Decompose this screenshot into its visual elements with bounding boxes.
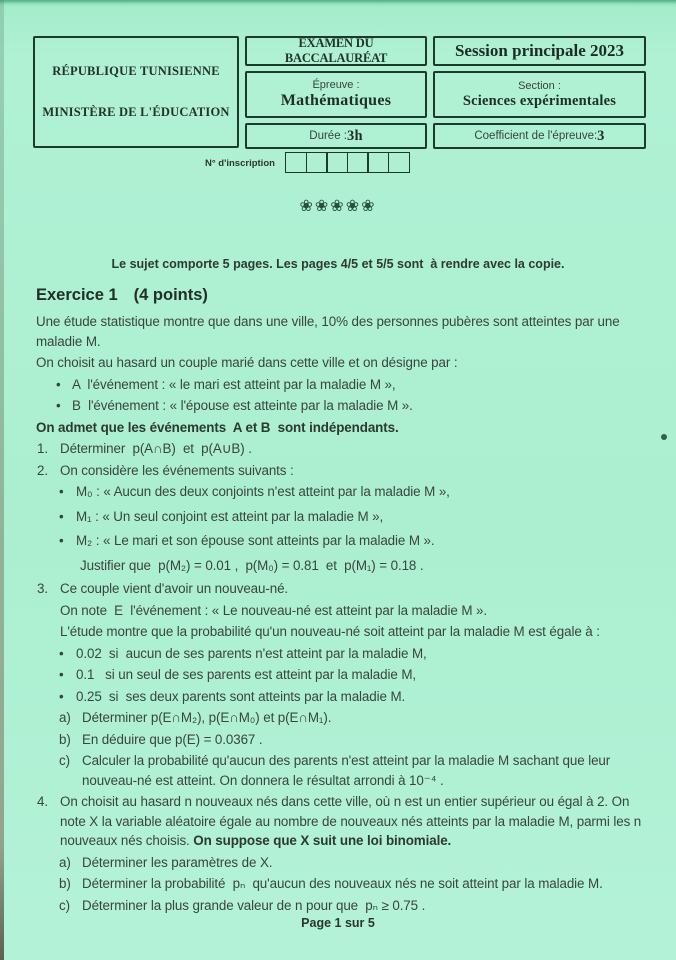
line-text: B l'événement : « l'épouse est atteinte par la maladie M ».: [72, 398, 413, 413]
sub-question-item: [36, 708, 648, 728]
letter-marker: a): [59, 710, 71, 725]
letter-marker: c): [59, 897, 70, 913]
line-text: Déterminer les paramètres de X.: [82, 854, 273, 870]
statement-line: [36, 601, 648, 621]
question-item: [36, 439, 648, 459]
line-text: L'étude montre que la probabilité qu'un nouveau-né soit atteint par la maladie M est égale à :: [60, 624, 600, 639]
inscription-box[interactable]: [326, 152, 348, 173]
line-text: A l'événement : « le mari est atteint par la maladie M »,: [72, 376, 396, 392]
bullet-marker: •: [56, 376, 61, 392]
section-label: Section :: [518, 79, 561, 92]
inscription-boxes: [285, 152, 410, 173]
line-text: On admet que les événements A et B sont indépendants.: [36, 419, 399, 435]
header-coefficient-box: [433, 123, 646, 149]
event-list-item: [36, 531, 648, 551]
line-text: Ce couple vient d'avoir un nouveau-né.: [60, 581, 289, 596]
bullet-marker: •: [56, 398, 61, 413]
exam-title: EXAMEN DU BACCALAURÉAT: [284, 36, 388, 65]
line-text: Déterminer la plus grande valeur de n pour que pₙ ≥ 0.75 .: [82, 897, 426, 913]
event-list-item: [36, 507, 648, 527]
bullet-marker: •: [59, 645, 64, 661]
line-text: Déterminer la probabilité pₙ qu'aucun des nouveaux nés ne soit atteint par la maladie M.: [82, 876, 603, 891]
pages-notice: Le sujet comporte 5 pages. Les pages 4/5 et 5/5 sont à rendre avec la copie.: [111, 257, 565, 271]
line-text: M₂ : « Le mari et son épouse sont atteints par la maladie M ».: [76, 533, 435, 548]
line-text: Calculer la probabilité qu'aucun des parents n'est atteint par la maladie M sachant que leur nouveau-né est atteint. On donnera le résultat arrondi à 10⁻⁴ .: [82, 753, 614, 788]
exercise-points: (4 points): [133, 286, 208, 304]
duration-value: 3h: [347, 127, 363, 144]
subject-value: Mathématiques: [280, 92, 392, 109]
line-text-normal: On choisit au hasard n nouveaux nés dans cette ville, où n est un entier supérieur ou égal à 2. On note X la variable aléatoire égale au nombre de nouveaux nés atteints par la maladie M, parmi les n nouveaux nés choisis.: [60, 794, 645, 848]
letter-marker: b): [59, 876, 71, 891]
event-list-item: [36, 375, 648, 395]
letter-marker: a): [59, 854, 71, 870]
probability-list-item: [36, 665, 648, 685]
justify-line: [36, 556, 648, 576]
inscription-box[interactable]: [388, 152, 410, 173]
duration-label: Durée :: [309, 130, 347, 142]
question-item: [36, 792, 648, 851]
event-list-item: [36, 396, 648, 416]
line-text-bold: On suppose que X suit une loi binomiale.: [193, 833, 452, 848]
ministry-line: MINISTÈRE DE L'ÉDUCATION: [42, 105, 230, 119]
line-text: On note E l'événement : « Le nouveau-né est atteint par la maladie M ».: [60, 602, 487, 618]
number-marker: 3.: [37, 581, 48, 596]
sub-question-item: [36, 751, 648, 790]
subject-label: Épreuve :: [312, 79, 360, 91]
bullet-marker: •: [59, 688, 64, 704]
line-text: 0.1 si un seul de ses parents est atteint par la maladie M,: [76, 667, 417, 682]
line-text: 0.25 si ses deux parents sont atteints par la maladie M.: [76, 688, 406, 704]
independence-note: [36, 418, 648, 438]
header-authority-box: [33, 36, 239, 148]
scan-edge-top: [0, 0, 676, 7]
bullet-marker: •: [59, 533, 64, 548]
statement-line: [36, 312, 648, 351]
inscription-box[interactable]: [367, 152, 389, 173]
header-session-box: [433, 36, 646, 66]
exercise-title-row: [36, 286, 648, 305]
scan-artifact-dot: [661, 434, 667, 440]
number-marker: 2.: [37, 462, 48, 478]
line-text: Déterminer p(A∩B) et p(A∪B) .: [60, 441, 252, 456]
bullet-marker: •: [59, 484, 64, 499]
letter-marker: b): [59, 731, 71, 747]
letter-marker: c): [59, 753, 70, 768]
number-marker: 4.: [37, 794, 48, 809]
sub-question-item: [36, 874, 648, 894]
scan-edge-left: [0, 0, 4, 960]
question-item: [36, 461, 648, 481]
session-title: Session principale 2023: [454, 41, 625, 60]
line-text: [60, 794, 645, 848]
line-text: M₀ : « Aucun des deux conjoints n'est atteint par la maladie M »,: [76, 484, 450, 499]
header-subject-box: [245, 71, 427, 118]
republic-line: RÉPUBLIQUE TUNISIENNE: [52, 64, 220, 78]
line-text: Justifier que p(M₂) = 0.01 , p(M₀) = 0.81 et p(M₁) = 0.18 .: [80, 557, 424, 573]
header-section-box: [433, 71, 646, 118]
header-exam-box: [245, 36, 427, 66]
statement-line: [36, 622, 648, 642]
line-text: On considère les événements suivants :: [60, 462, 294, 478]
event-list-item: [36, 482, 648, 502]
sub-question-item: [36, 730, 648, 750]
probability-list-item: [36, 687, 648, 707]
probability-list-item: [36, 644, 648, 664]
sub-question-item: [36, 896, 648, 916]
bullet-marker: •: [59, 508, 64, 524]
coefficient-label: Coefficient de l'épreuve:: [474, 130, 598, 142]
line-text: Une étude statistique montre que dans une ville, 10% des personnes pubères sont atteintes par une maladie M.: [36, 314, 624, 349]
question-item: [36, 579, 648, 599]
sub-question-item: [36, 853, 648, 873]
section-value: Sciences expérimentales: [462, 92, 617, 109]
line-text: En déduire que p(E) = 0.0367 .: [82, 731, 263, 747]
inscription-box[interactable]: [306, 152, 328, 173]
statement-line: [36, 353, 648, 373]
inscription-box[interactable]: [285, 152, 307, 173]
coefficient-value: 3: [597, 127, 605, 144]
inscription-label: N° d'inscription: [205, 158, 275, 169]
flower-ornament: ❀❀❀❀❀: [299, 198, 377, 215]
line-text: On choisit au hasard un couple marié dans cette ville et on désigne par :: [36, 355, 458, 370]
page-number: Page 1 sur 5: [301, 916, 375, 930]
number-marker: 1.: [37, 441, 48, 456]
line-text: 0.02 si aucun de ses parents n'est atteint par la maladie M,: [76, 645, 427, 661]
bullet-marker: •: [59, 667, 64, 682]
header-duration-box: [245, 123, 427, 149]
line-text: Déterminer p(E∩M₂), p(E∩M₀) et p(E∩M₁).: [82, 710, 332, 725]
exercise-body: [36, 286, 648, 917]
exercise-title: Exercice 1: [36, 286, 118, 304]
line-text: M₁ : « Un seul conjoint est atteint par la maladie M »,: [76, 508, 384, 524]
inscription-box[interactable]: [347, 152, 369, 173]
